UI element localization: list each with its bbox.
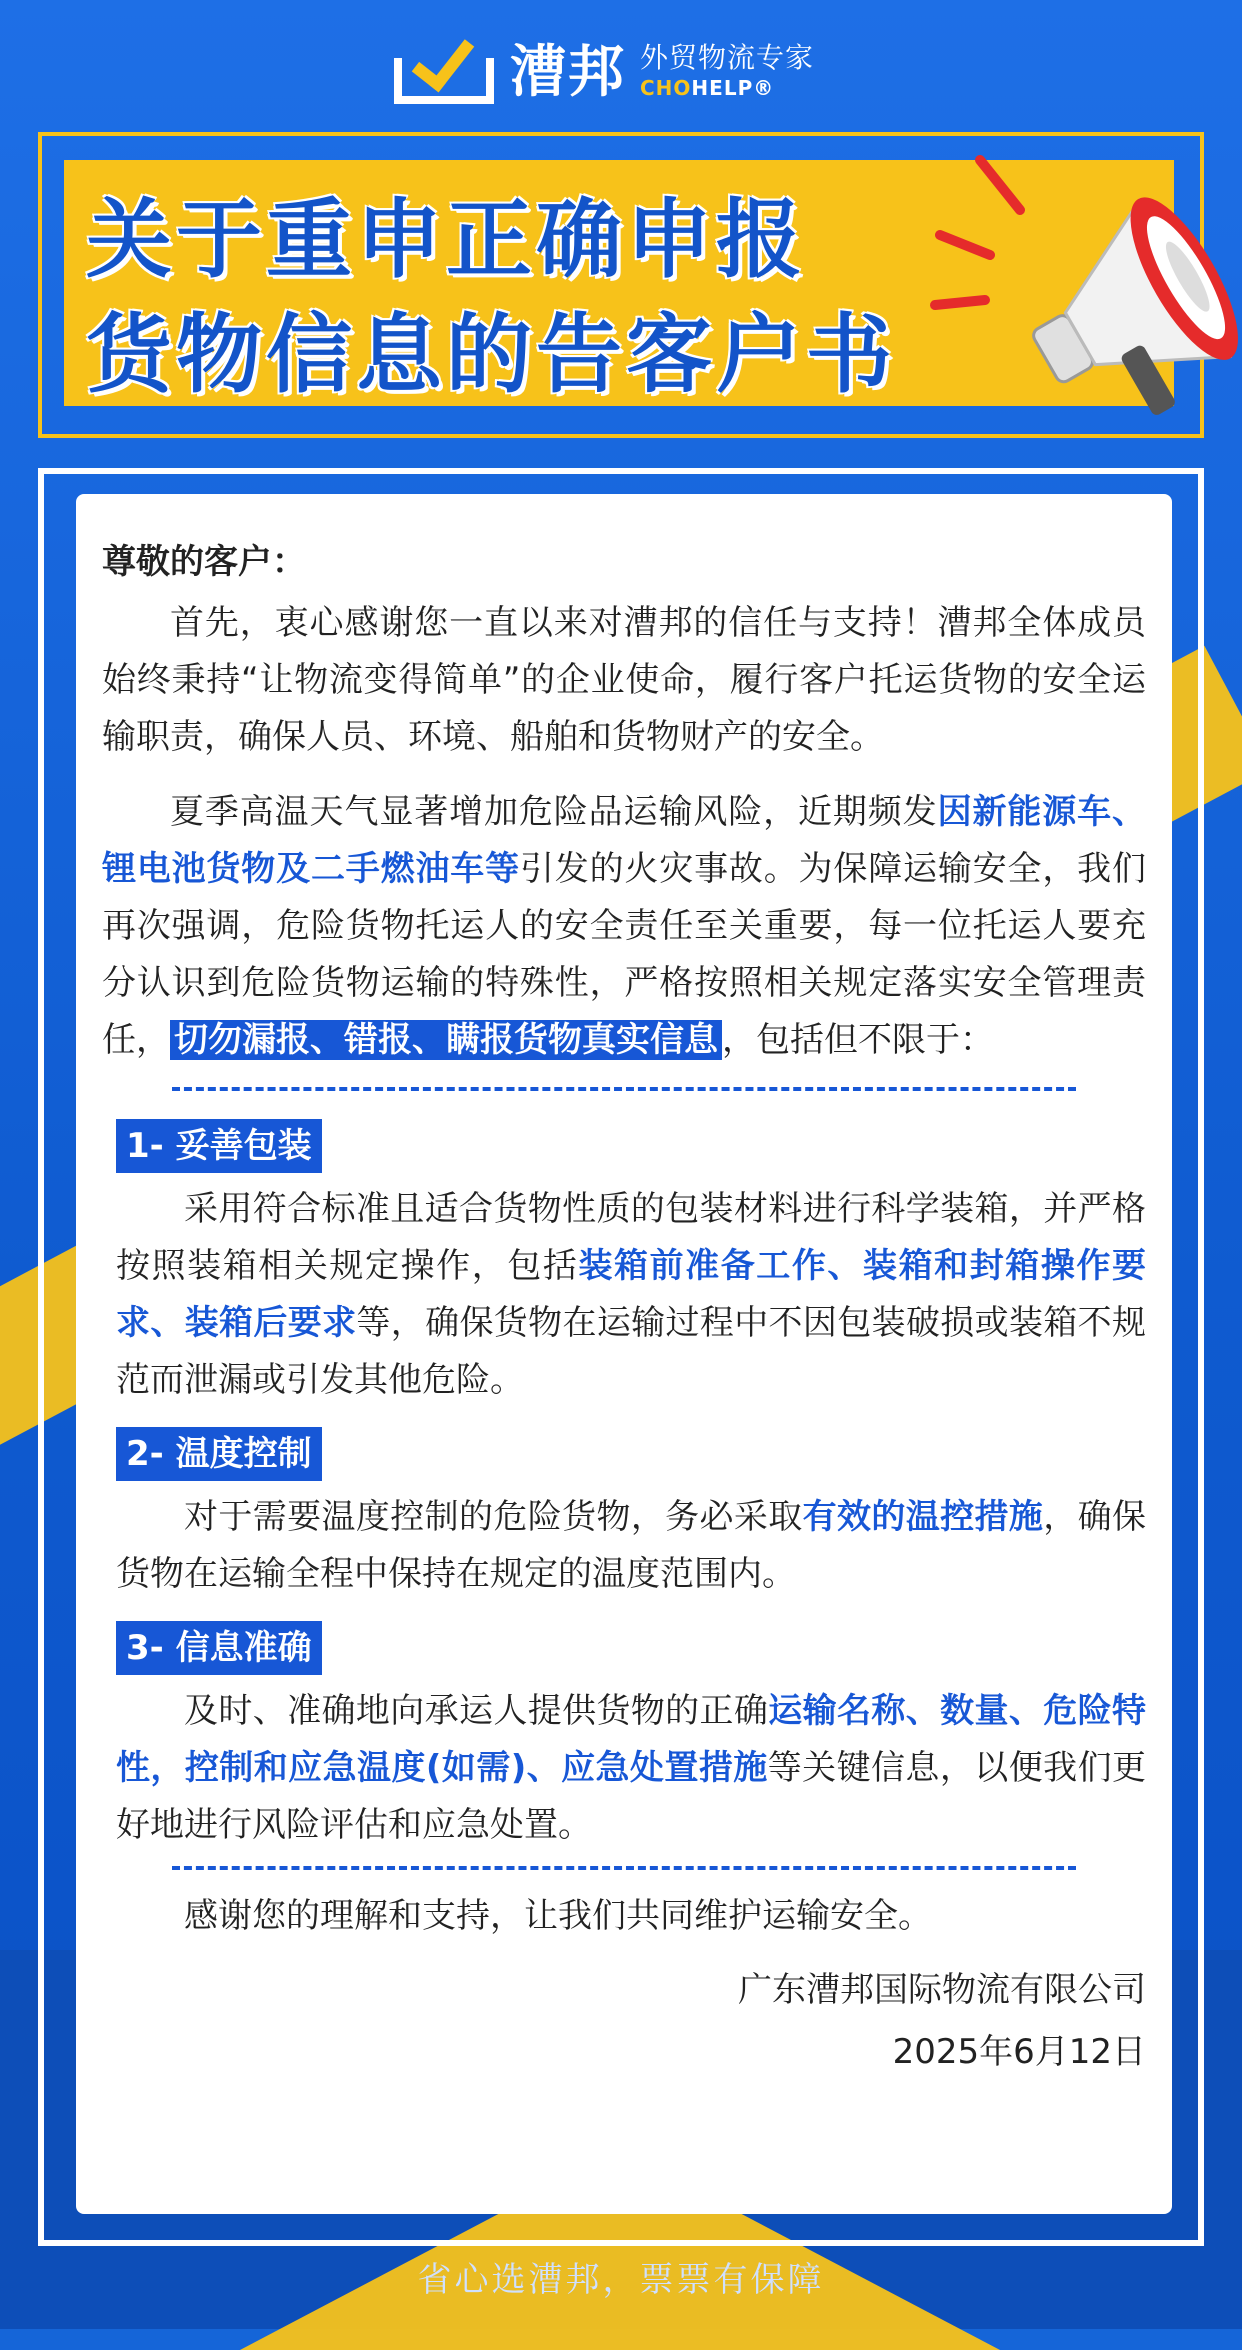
highlight-warning: 切勿漏报、错报、瞒报货物真实信息 xyxy=(170,1020,722,1060)
section-title: 3- 信息准确 xyxy=(116,1621,322,1675)
section-information xyxy=(102,1611,1146,1854)
divider xyxy=(172,1866,1076,1870)
megaphone-icon xyxy=(920,140,1240,450)
check-logo-icon xyxy=(390,28,500,108)
page-title-line-2: 货物信息的告客户书 xyxy=(86,305,896,405)
section-temperature xyxy=(102,1417,1146,1603)
section-title: 2- 温度控制 xyxy=(116,1427,322,1481)
brand-english: CHOHELP® xyxy=(640,76,775,100)
section-title: 1- 妥善包装 xyxy=(116,1119,322,1173)
closing-text: 感谢您的理解和支持，让我们共同维护运输安全。 xyxy=(184,1896,932,1936)
highlight-vehicles: 因新能源车、锂电池货物及二手燃油车等 xyxy=(102,792,1147,889)
brand-name: 漕邦 xyxy=(510,40,626,105)
notice-card xyxy=(76,494,1172,2214)
section-text: 及时、准确地向承运人提供货物的正确运输名称、数量、危险特性，控制和应急温度(如需)、应急处置措施等关键信息，以便我们更好地进行风险评估和应急处置。 xyxy=(116,1691,1147,1845)
page-title-line-1: 关于重申正确申报 xyxy=(86,190,806,290)
paragraph-risk: 夏季高温天气显著增加危险品运输风险，近期频发因新能源车、锂电池货物及二手燃油车等引发的火灾事故。为保障运输安全，我们再次强调，危险货物托运人的安全责任至关重要，每一位托运人要充分认识到危险货物运输的特殊性，严格按照相关规定落实安全管理责任， 切勿漏报、错报、瞒报货物真实信息 ，包括但不限于： xyxy=(102,792,1147,1060)
greeting: 尊敬的客户： xyxy=(102,542,306,582)
brand-logo xyxy=(390,18,870,118)
paragraph-intro: 首先，衷心感谢您一直以来对漕邦的信任与支持！漕邦全体成员始终秉持“让物流变得简单”的企业使命，履行客户托运货物的安全运输职责，确保人员、环境、船舶和货物财产的安全。 xyxy=(102,603,1146,757)
date: 2025年6月12日 xyxy=(892,2032,1146,2072)
brand-tagline: 外贸物流专家 xyxy=(640,41,815,74)
section-text: 对于需要温度控制的危险货物，务必采取有效的温控措施，确保货物在运输全程中保持在规定的温度范围内。 xyxy=(116,1497,1147,1594)
divider xyxy=(172,1087,1076,1091)
signature xyxy=(102,1959,1146,2083)
footer-slogan: 省心选漕邦，票票有保障 xyxy=(417,2260,825,2300)
company-name: 广东漕邦国际物流有限公司 xyxy=(738,1970,1146,2010)
section-text: 采用符合标准且适合货物性质的包装材料进行科学装箱，并严格按照装箱相关规定操作，包括装箱前准备工作、装箱和封箱操作要求、装箱后要求等，确保货物在运输过程中不因包装破损或装箱不规范而泄漏或引发其他危险。 xyxy=(116,1189,1147,1400)
section-packaging xyxy=(102,1109,1146,1409)
